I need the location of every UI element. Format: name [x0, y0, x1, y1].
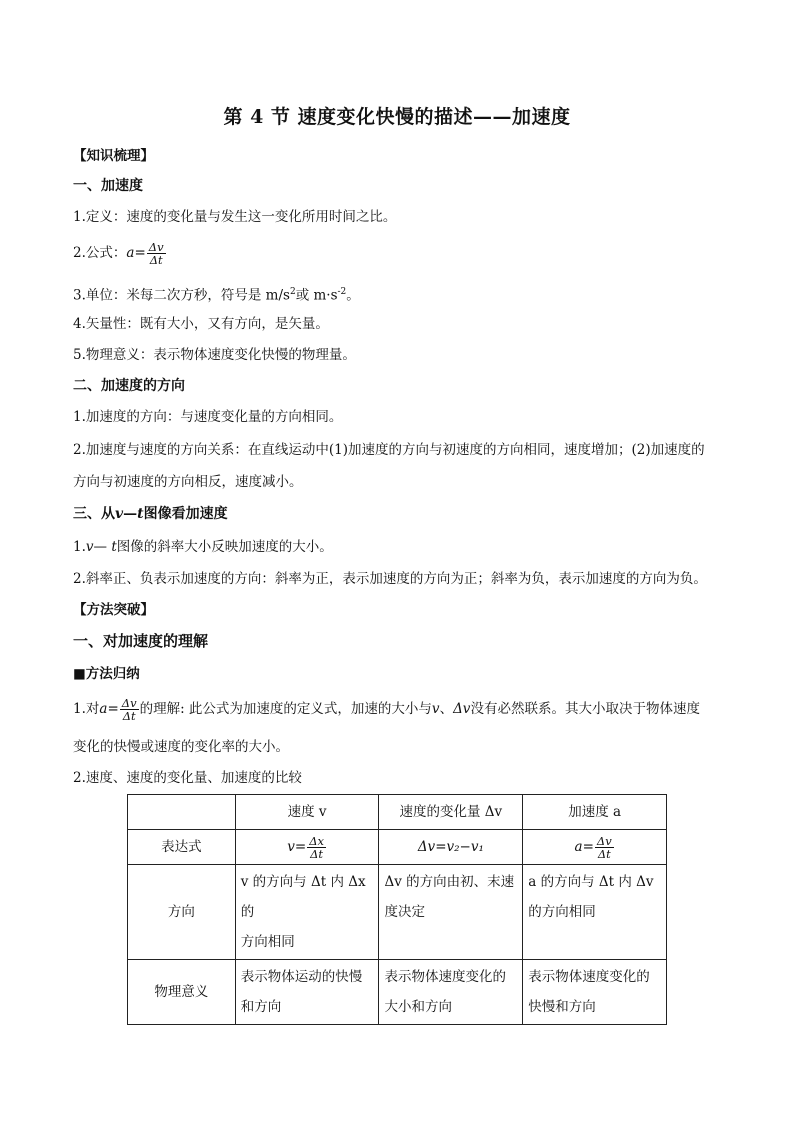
comparison-line: 2.速度、速度的变化量、加速度的比较 [73, 770, 302, 786]
und-var: a [99, 701, 108, 717]
cell-line: v 的方向与 Δt 内 Δx 的 [240, 874, 366, 920]
section1-heading: 一、加速度 [73, 178, 143, 194]
understanding-line-a [73, 697, 700, 722]
definition-line: 1.定义：速度的变化量与发生这一变化所用时间之比。 [73, 209, 397, 225]
formula-fraction [147, 241, 166, 266]
unit-sup: 2 [289, 287, 296, 297]
cell-line: 表示物体运动的快慢 [240, 969, 363, 985]
cell-line: a 的方向与 Δt 内 Δv [528, 874, 654, 890]
formula-prefix: 2.公式： [73, 245, 127, 261]
table-cell [235, 830, 379, 865]
cell-eq: = [582, 839, 594, 855]
cell-line: 表示物体速度变化的 [528, 969, 650, 985]
table-header: 速度 v [235, 795, 379, 830]
table-cell [523, 960, 667, 1025]
understanding-line-b: 变化的快慢或速度的变化率的大小。 [73, 739, 289, 755]
slope-dash: — [93, 539, 112, 555]
unit-sup-neg: -2 [337, 287, 347, 297]
vector-line: 4.矢量性：既有大小，又有方向，是矢量。 [73, 316, 329, 332]
row-label: 方向 [128, 865, 236, 960]
und-eq: = [107, 701, 119, 717]
und-sep: 、 [439, 701, 454, 717]
formula-line [73, 241, 167, 266]
table-cell: Δv=v₂−v₁ [379, 830, 523, 865]
relation-line-b: 方向与初速度的方向相反，速度减小。 [73, 474, 303, 490]
formula-eq: = [134, 245, 146, 261]
unit-text-a: 3.单位：米每二次方秒，符号是 m/s [73, 287, 290, 304]
cell-den: Δt [310, 847, 324, 861]
cell-line: 方向相同 [240, 934, 295, 950]
cell-fraction [307, 835, 326, 860]
cell-line: 和方向 [240, 999, 282, 1015]
meaning-line: 5.物理意义：表示物体速度变化快慢的物理量。 [73, 347, 356, 363]
method-heading: 【方法突破】 [73, 602, 154, 618]
s3-heading-t: t [137, 506, 144, 522]
und-a: 1.对 [73, 701, 100, 717]
table-header: 加速度 a [523, 795, 667, 830]
page-title: 第 4 节 速度变化快慢的描述——加速度 [223, 106, 571, 128]
table-cell [523, 865, 667, 960]
section2-heading: 二、加速度的方向 [73, 378, 185, 394]
cell-fraction [595, 835, 614, 860]
table-cell [379, 960, 523, 1025]
cell-var: a [574, 839, 583, 855]
cell-line: 度决定 [384, 904, 425, 920]
part1-heading: 一、对加速度的理解 [73, 632, 209, 650]
cell-var: v [287, 839, 295, 855]
cell-line: Δv 的方向由初、末速 [384, 874, 515, 890]
und-c: 没有必然联系。其大小取决于物体速度 [470, 701, 700, 717]
unit-text-c: 。 [346, 287, 360, 304]
comparison-table [127, 794, 667, 1025]
s3-heading-a: 三、从 [73, 506, 115, 522]
und-v: v [431, 701, 440, 717]
und-b: 的理解: 此公式为加速度的定义式，加速的大小与 [139, 701, 432, 717]
slope-t: t [111, 539, 117, 555]
direction-line: 1.加速度的方向：与速度变化量的方向相同。 [73, 409, 343, 425]
table-cell [235, 960, 379, 1025]
cell-line: 的方向相同 [528, 904, 596, 920]
table-cell [128, 795, 236, 830]
row-label: 表达式 [128, 830, 236, 865]
slope-v: v [85, 539, 94, 555]
section3-heading [73, 504, 228, 524]
sign-line: 2.斜率正、负表示加速度的方向：斜率为正，表示加速度的方向为正；斜率为负，表示加速度的方向为负。 [73, 571, 707, 587]
table-cell [523, 830, 667, 865]
unit-text-b: 或 m·s [295, 287, 338, 304]
cell-num: Δx [309, 834, 324, 848]
knowledge-heading: 【知识梳理】 [73, 148, 154, 164]
row-label: 物理意义 [128, 960, 236, 1025]
fraction-numerator: Δv [148, 240, 164, 254]
table-header: 速度的变化量 Δv [379, 795, 523, 830]
table-cell [235, 865, 379, 960]
cell-line: 大小和方向 [384, 999, 452, 1015]
cell-num: Δv [596, 834, 612, 848]
fraction-denominator: Δt [149, 253, 163, 267]
und-dv: Δv [453, 701, 471, 717]
cell-line: 快慢和方向 [528, 999, 596, 1015]
unit-line [73, 282, 360, 306]
relation-line-a: 2.加速度与速度的方向关系：在直线运动中(1)加速度的方向与初速度的方向相同，速度增加；(2)加速度的 [73, 442, 705, 458]
table-row [128, 795, 667, 830]
slope-text: 图像的斜率大小反映加速度的大小。 [116, 539, 333, 555]
slope-line [73, 537, 333, 557]
table-row [128, 830, 667, 865]
table-row [128, 865, 667, 960]
method-summary: ■方法归纳 [73, 666, 140, 682]
und-den: Δt [122, 709, 136, 723]
s3-heading-b: 图像看加速度 [143, 506, 228, 522]
table-row [128, 960, 667, 1025]
s3-heading-dash: — [123, 506, 138, 522]
slope-num: 1. [73, 539, 86, 555]
cell-den: Δt [597, 847, 611, 861]
table-cell [379, 865, 523, 960]
cell-line: 表示物体速度变化的 [384, 969, 506, 985]
formula-var: a [126, 245, 135, 261]
s3-heading-v: v [115, 506, 124, 522]
und-num: Δv [121, 696, 137, 710]
und-fraction [120, 697, 139, 722]
cell-eq: = [294, 839, 307, 855]
